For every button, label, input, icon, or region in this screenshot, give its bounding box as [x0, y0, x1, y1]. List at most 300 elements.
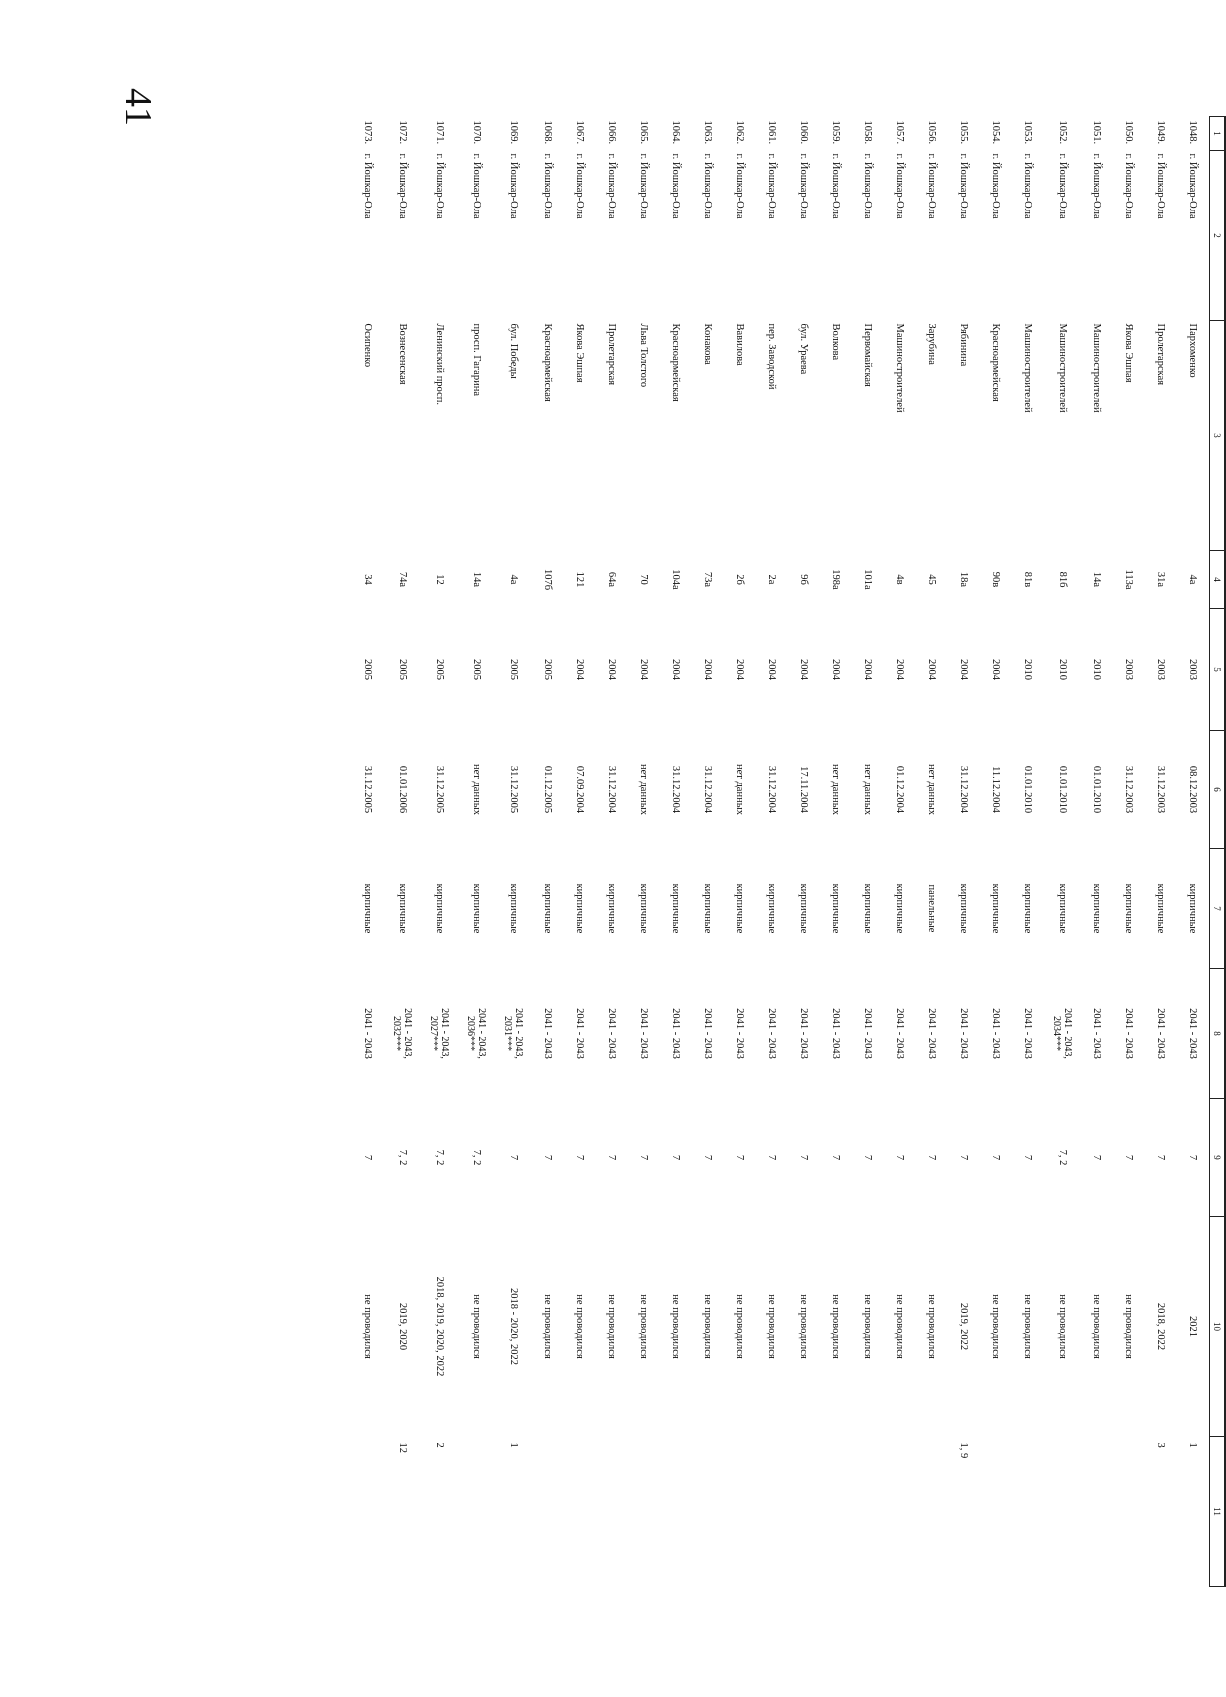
street-cell: Вознесенская	[397, 323, 408, 385]
period-cell: 2041 - 2043	[798, 1008, 810, 1059]
table-row	[692, 117, 724, 1587]
col11-cell	[564, 1437, 596, 1587]
row-number: 1058.	[862, 120, 874, 145]
row-number: 1056.	[926, 120, 938, 145]
period-cell	[384, 969, 421, 1099]
col10-cell: 2018, 2019, 2020, 2022	[434, 1276, 445, 1377]
table-row	[1177, 117, 1210, 1587]
col9-cell: 7	[894, 1154, 906, 1161]
house-cell: 70	[638, 574, 650, 585]
year-cell: 2004	[606, 659, 618, 680]
year-cell: 2004	[798, 659, 810, 680]
row-number: 1072.	[397, 120, 408, 145]
column-header-1: 1	[1210, 117, 1226, 151]
material-cell: кирпичные	[734, 883, 746, 934]
year-cell: 2005	[434, 659, 445, 680]
period-cell: 2041 - 2043	[1022, 1008, 1034, 1059]
col11-cell	[884, 1437, 916, 1587]
column-header-7: 7	[1210, 849, 1226, 969]
col10-cell: 2018 - 2020, 2022	[508, 1288, 519, 1365]
city-cell: г. Йошкар-Ола	[434, 153, 445, 219]
col9-cell: 7	[1091, 1154, 1103, 1161]
row-number: 1060.	[798, 120, 810, 145]
row-number: 1053.	[1022, 120, 1034, 145]
house-cell: 12	[434, 574, 445, 585]
date-cell: 31.12.2003	[1155, 765, 1167, 814]
city-cell: г. Йошкар-Ола	[1091, 153, 1103, 219]
house-cell: 113а	[1123, 569, 1135, 590]
col9-cell: 7	[606, 1154, 618, 1161]
house-cell: 14а	[471, 571, 482, 588]
city-cell: г. Йошкар-Ола	[362, 153, 374, 219]
row-number: 1069.	[508, 120, 519, 145]
row-number: 1070.	[471, 120, 482, 145]
table-row	[916, 117, 948, 1587]
col11-cell	[756, 1437, 788, 1587]
street-cell: Рябинина	[958, 323, 970, 367]
city-cell: г. Йошкар-Ола	[798, 153, 810, 219]
column-header-2: 2	[1210, 151, 1226, 321]
street-cell: Якова Эшпая	[1123, 323, 1135, 383]
year-cell: 2010	[1057, 659, 1068, 680]
col9-cell: 7	[1022, 1154, 1034, 1161]
row-number: 1054.	[990, 120, 1002, 145]
table-row	[596, 117, 628, 1587]
table-row	[1145, 117, 1177, 1587]
period-line-1: 2041 - 2043,	[1062, 1008, 1074, 1059]
col10-cell: не проводился	[1057, 1294, 1068, 1359]
city-cell: г. Йошкар-Ола	[702, 153, 714, 219]
material-cell: кирпичные	[862, 883, 874, 934]
table-row	[724, 117, 756, 1587]
period-cell: 2041 - 2043	[542, 1008, 554, 1059]
street-cell: Пролетарская	[1155, 323, 1167, 386]
col10-cell: не проводился	[606, 1294, 618, 1359]
city-cell: г. Йошкар-Ола	[958, 153, 970, 219]
house-cell: 9б	[798, 574, 810, 585]
year-cell: 2004	[926, 659, 938, 680]
col10-cell: 2019, 2020	[397, 1302, 408, 1351]
col11-cell	[916, 1437, 948, 1587]
table-row	[852, 117, 884, 1587]
house-cell: 107б	[542, 568, 554, 591]
material-cell: кирпичные	[471, 883, 482, 934]
house-cell: 74а	[397, 571, 408, 588]
year-cell: 2003	[1123, 659, 1135, 680]
street-cell: Пархоменко	[1187, 323, 1199, 378]
date-cell: нет данных	[830, 763, 842, 816]
row-number: 1051.	[1091, 120, 1103, 145]
col10-cell: не проводился	[1091, 1294, 1103, 1359]
col10-cell: не проводился	[702, 1294, 714, 1359]
col11-cell: 3	[1155, 1442, 1167, 1448]
city-cell: г. Йошкар-Ола	[766, 153, 778, 219]
column-header-4: 4	[1210, 551, 1226, 609]
header-row	[1210, 117, 1226, 1587]
period-cell	[1044, 969, 1081, 1099]
col10-cell: не проводился	[894, 1294, 906, 1359]
material-cell: кирпичные	[508, 883, 519, 934]
period-line-1: 2041 - 2043,	[513, 1008, 525, 1059]
street-cell: Вавилова	[734, 323, 746, 366]
period-line-1: 2041 - 2043,	[476, 1008, 488, 1059]
table-row	[820, 117, 852, 1587]
period-line-1: 2041 - 2043,	[402, 1008, 414, 1059]
date-cell: 01.12.2004	[894, 765, 906, 814]
material-cell: кирпичные	[542, 883, 554, 934]
city-cell: г. Йошкар-Ола	[574, 153, 586, 219]
date-cell: нет данных	[638, 763, 650, 816]
street-cell: Ленинский просп.	[434, 323, 445, 405]
col10-cell: не проводился	[1123, 1294, 1135, 1359]
material-cell: кирпичные	[1091, 883, 1103, 934]
material-cell: кирпичные	[1057, 883, 1068, 934]
col9-cell: 7	[766, 1154, 778, 1161]
material-cell: кирпичные	[958, 883, 970, 934]
date-cell: 01.01.2010	[1022, 765, 1034, 814]
table-row	[1044, 117, 1081, 1587]
table-row	[948, 117, 980, 1587]
col9-cell: 7	[830, 1154, 842, 1161]
col10-cell: не проводился	[574, 1294, 586, 1359]
column-header-5: 5	[1210, 609, 1226, 731]
street-cell: Конакова	[702, 323, 714, 365]
house-cell: 14а	[1091, 571, 1103, 588]
table-row	[660, 117, 692, 1587]
date-cell: 31.12.2005	[362, 765, 374, 814]
street-cell: Красноармейская	[670, 323, 682, 402]
period-line-2: 2031***	[502, 1016, 514, 1051]
period-line-1: 2041 - 2043,	[439, 1008, 451, 1059]
period-cell: 2041 - 2043	[766, 1008, 778, 1059]
col9-cell: 7	[362, 1154, 374, 1161]
col9-cell: 7	[1187, 1154, 1199, 1161]
house-cell: 81в	[1022, 571, 1034, 588]
date-cell: нет данных	[862, 763, 874, 816]
city-cell: г. Йошкар-Ола	[894, 153, 906, 219]
street-cell: Пролетарская	[606, 323, 618, 386]
street-cell: Машиностроителей	[1022, 323, 1034, 413]
material-cell: кирпичные	[766, 883, 778, 934]
street-cell: Осипенко	[362, 323, 374, 368]
col11-cell	[1081, 1437, 1113, 1587]
house-cell: 45	[926, 574, 938, 585]
col10-cell: не проводился	[766, 1294, 778, 1359]
row-number: 1061.	[766, 120, 778, 145]
material-cell: кирпичные	[397, 883, 408, 934]
date-cell: 01.01.2006	[397, 765, 408, 814]
col10-cell: 2018, 2022	[1155, 1302, 1167, 1351]
house-cell: 81б	[1057, 571, 1068, 588]
col11-cell	[628, 1437, 660, 1587]
house-cell: 31а	[1155, 571, 1167, 588]
street-cell: Льва Толстого	[638, 323, 650, 388]
material-cell: кирпичные	[830, 883, 842, 934]
period-cell	[421, 969, 458, 1099]
period-cell: 2041 - 2043	[734, 1008, 746, 1059]
col9-cell: 7	[798, 1154, 810, 1161]
col11-cell	[458, 1437, 495, 1587]
table-row	[458, 117, 495, 1587]
row-number: 1067.	[574, 120, 586, 145]
material-cell: кирпичные	[638, 883, 650, 934]
street-cell: Зарубина	[926, 323, 938, 365]
city-cell: г. Йошкар-Ола	[606, 153, 618, 219]
col9-cell: 7	[1123, 1154, 1135, 1161]
year-cell: 2004	[766, 659, 778, 680]
row-number: 1066.	[606, 120, 618, 145]
col10-cell: не проводился	[362, 1294, 374, 1359]
year-cell: 2003	[1187, 659, 1199, 680]
material-cell: кирпичные	[894, 883, 906, 934]
period-line-2: 2034***	[1051, 1016, 1063, 1051]
table-row	[532, 117, 564, 1587]
period-cell: 2041 - 2043	[958, 1008, 970, 1059]
date-cell: 11.12.2004	[990, 766, 1002, 813]
col11-cell: 2	[434, 1442, 445, 1448]
period-cell: 2041 - 2043	[990, 1008, 1002, 1059]
material-cell: кирпичные	[702, 883, 714, 934]
col10-cell: не проводился	[830, 1294, 842, 1359]
city-cell: г. Йошкар-Ола	[1123, 153, 1135, 219]
date-cell: 31.12.2005	[508, 765, 519, 814]
date-cell: 31.12.2004	[958, 765, 970, 814]
city-cell: г. Йошкар-Ола	[508, 153, 519, 219]
col10-cell: не проводился	[734, 1294, 746, 1359]
street-cell: бул. Ураева	[798, 323, 810, 375]
col11-cell	[788, 1437, 820, 1587]
table-row	[788, 117, 820, 1587]
date-cell: 17.11.2004	[798, 766, 810, 813]
col11-cell	[596, 1437, 628, 1587]
period-cell: 2041 - 2043	[1155, 1008, 1167, 1059]
col11-cell: 1, 9	[958, 1442, 970, 1459]
col9-cell: 7, 2	[1057, 1149, 1068, 1166]
date-cell: 01.01.2010	[1091, 765, 1103, 814]
table-row	[1113, 117, 1145, 1587]
row-number: 1065.	[638, 120, 650, 145]
col11-cell	[532, 1437, 564, 1587]
col10-cell: не проводился	[926, 1294, 938, 1359]
col9-cell: 7	[990, 1154, 1002, 1161]
period-cell: 2041 - 2043	[1123, 1008, 1135, 1059]
table-body	[352, 117, 1210, 1587]
material-cell: кирпичные	[670, 883, 682, 934]
city-cell: г. Йошкар-Ола	[926, 153, 938, 219]
city-cell: г. Йошкар-Ола	[638, 153, 650, 219]
material-cell: кирпичные	[434, 883, 445, 934]
year-cell: 2004	[574, 659, 586, 680]
city-cell: г. Йошкар-Ола	[1057, 153, 1068, 219]
col10-cell: не проводился	[471, 1294, 482, 1359]
period-cell: 2041 - 2043	[1091, 1008, 1103, 1059]
column-header-8: 8	[1210, 969, 1226, 1099]
year-cell: 2004	[638, 659, 650, 680]
col10-cell: 2021	[1187, 1316, 1199, 1337]
street-cell: бул. Победы	[508, 323, 519, 379]
street-cell: пер. Заводской	[766, 323, 778, 390]
year-cell: 2005	[471, 659, 482, 680]
year-cell: 2010	[1022, 659, 1034, 680]
city-cell: г. Йошкар-Ола	[734, 153, 746, 219]
year-cell: 2004	[958, 659, 970, 680]
period-cell: 2041 - 2043	[862, 1008, 874, 1059]
material-cell: кирпичные	[1155, 883, 1167, 934]
col11-cell: 1	[508, 1442, 519, 1448]
period-line-2: 2027***	[428, 1016, 440, 1051]
period-cell	[458, 969, 495, 1099]
period-cell: 2041 - 2043	[670, 1008, 682, 1059]
row-number: 1063.	[702, 120, 714, 145]
period-cell: 2041 - 2043	[574, 1008, 586, 1059]
col11-cell	[1113, 1437, 1145, 1587]
period-cell: 2041 - 2043	[362, 1008, 374, 1059]
material-cell: кирпичные	[574, 883, 586, 934]
street-cell: Красноармейская	[542, 323, 554, 402]
date-cell: 31.12.2004	[766, 765, 778, 814]
col9-cell: 7, 2	[471, 1149, 482, 1166]
col10-cell: не проводился	[670, 1294, 682, 1359]
registry-table	[352, 116, 1226, 1587]
table-row	[1012, 117, 1044, 1587]
year-cell: 2005	[508, 659, 519, 680]
street-cell: Первомайская	[862, 323, 874, 387]
col11-cell: 12	[397, 1442, 408, 1453]
date-cell: 31.12.2004	[606, 765, 618, 814]
registry-table-rotated	[216, 116, 1226, 1586]
street-cell: просп. Гагарина	[471, 323, 482, 396]
material-cell: кирпичные	[990, 883, 1002, 934]
street-cell: Машиностроителей	[1057, 323, 1068, 413]
table-row	[756, 117, 788, 1587]
city-cell: г. Йошкар-Ола	[862, 153, 874, 219]
col9-cell: 7	[958, 1154, 970, 1161]
date-cell: нет данных	[926, 763, 938, 816]
col9-cell: 7	[926, 1154, 938, 1161]
row-number: 1059.	[830, 120, 842, 145]
col11-cell	[820, 1437, 852, 1587]
column-header-10: 10	[1210, 1217, 1226, 1437]
col9-cell: 7	[508, 1154, 519, 1161]
material-cell: кирпичные	[1123, 883, 1135, 934]
city-cell: г. Йошкар-Ола	[990, 153, 1002, 219]
date-cell: нет данных	[734, 763, 746, 816]
street-cell: Машиностроителей	[1091, 323, 1103, 413]
table-row	[352, 117, 384, 1587]
col9-cell: 7	[734, 1154, 746, 1161]
col9-cell: 7	[574, 1154, 586, 1161]
col11-cell	[980, 1437, 1012, 1587]
column-header-3: 3	[1210, 321, 1226, 551]
material-cell: кирпичные	[798, 883, 810, 934]
col11-cell	[692, 1437, 724, 1587]
period-line-2: 2032***	[391, 1016, 403, 1051]
date-cell: нет данных	[471, 763, 482, 816]
city-cell: г. Йошкар-Ола	[670, 153, 682, 219]
house-cell: 2а	[766, 574, 778, 585]
city-cell: г. Йошкар-Ола	[1155, 153, 1167, 219]
col9-cell: 7	[638, 1154, 650, 1161]
period-cell: 2041 - 2043	[702, 1008, 714, 1059]
row-number: 1055.	[958, 120, 970, 145]
year-cell: 2005	[542, 659, 554, 680]
date-cell: 31.12.2004	[702, 765, 714, 814]
col11-cell	[724, 1437, 756, 1587]
date-cell: 01.01.2010	[1057, 765, 1068, 814]
house-cell: 104а	[670, 569, 682, 590]
row-number: 1057.	[894, 120, 906, 145]
row-number: 1064.	[670, 120, 682, 145]
year-cell: 2004	[862, 659, 874, 680]
street-cell: Якова Эшпая	[574, 323, 586, 383]
col10-cell: не проводился	[638, 1294, 650, 1359]
column-header-11: 11	[1210, 1437, 1226, 1587]
date-cell: 08.12.2003	[1187, 765, 1199, 814]
col9-cell: 7, 2	[434, 1149, 445, 1166]
col10-cell: не проводился	[1022, 1294, 1034, 1359]
period-cell: 2041 - 2043	[894, 1008, 906, 1059]
period-cell: 2041 - 2043	[606, 1008, 618, 1059]
col9-cell: 7	[702, 1154, 714, 1161]
period-line-2: 2036***	[465, 1016, 477, 1051]
col11-cell	[1044, 1437, 1081, 1587]
street-cell: Красноармейская	[990, 323, 1002, 402]
row-number: 1068.	[542, 120, 554, 145]
table-row	[564, 117, 596, 1587]
house-cell: 73а	[702, 571, 714, 588]
col9-cell: 7	[1155, 1154, 1167, 1161]
year-cell: 2004	[894, 659, 906, 680]
city-cell: г. Йошкар-Ола	[830, 153, 842, 219]
row-number: 1048.	[1187, 120, 1199, 145]
year-cell: 2004	[830, 659, 842, 680]
row-number: 1073.	[362, 120, 374, 145]
table-row	[1081, 117, 1113, 1587]
date-cell: 01.12.2005	[542, 765, 554, 814]
table-row	[421, 117, 458, 1587]
house-cell: 121	[574, 571, 586, 588]
col11-cell	[1012, 1437, 1044, 1587]
house-cell: 18а	[958, 571, 970, 588]
year-cell: 2004	[990, 659, 1002, 680]
row-number: 1049.	[1155, 120, 1167, 145]
period-cell: 2041 - 2043	[1187, 1008, 1199, 1059]
col10-cell: 2019, 2022	[958, 1302, 970, 1351]
year-cell: 2003	[1155, 659, 1167, 680]
house-cell: 2б	[734, 574, 746, 585]
col11-cell	[852, 1437, 884, 1587]
house-cell: 90в	[990, 571, 1002, 588]
house-cell: 4а	[1187, 574, 1199, 585]
material-cell: кирпичные	[606, 883, 618, 934]
city-cell: г. Йошкар-Ола	[1187, 153, 1199, 219]
house-cell: 101а	[862, 569, 874, 590]
city-cell: г. Йошкар-Ола	[397, 153, 408, 219]
column-header-9: 9	[1210, 1099, 1226, 1217]
city-cell: г. Йошкар-Ола	[471, 153, 482, 219]
col10-cell: не проводился	[798, 1294, 810, 1359]
city-cell: г. Йошкар-Ола	[542, 153, 554, 219]
period-cell: 2041 - 2043	[926, 1008, 938, 1059]
column-header-6: 6	[1210, 731, 1226, 849]
material-cell: кирпичные	[1187, 883, 1199, 934]
house-cell: 198а	[830, 569, 842, 590]
row-number: 1071.	[434, 120, 445, 145]
street-cell: Волкова	[830, 323, 842, 361]
table-row	[384, 117, 421, 1587]
table-row	[495, 117, 532, 1587]
city-cell: г. Йошкар-Ола	[1022, 153, 1034, 219]
